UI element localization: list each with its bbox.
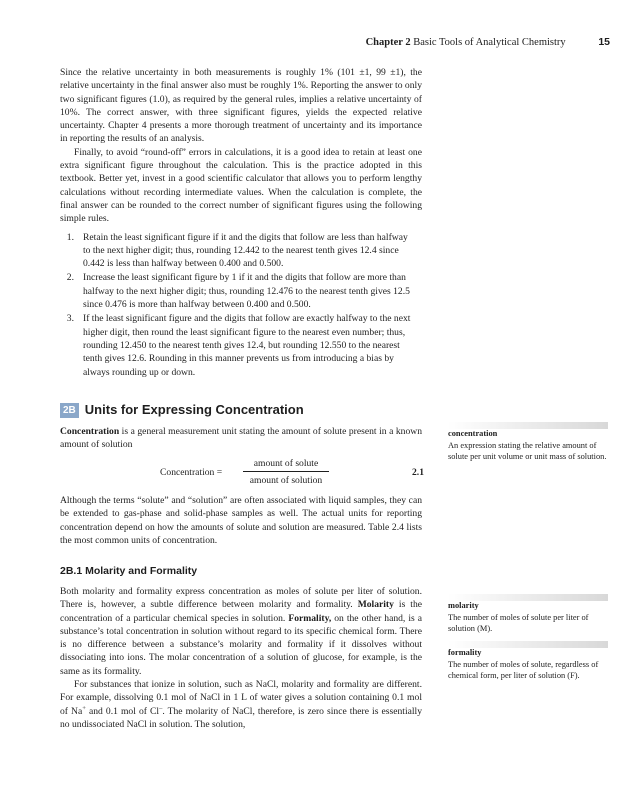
rounding-rules-list: [60, 231, 422, 379]
paragraph: Although the terms “solute” and “solution” are often associated with liquid samples, they can be extended to gas-phase and solid-phase samples as well. The actual units for reporting concentration depend on how the amounts of solute and solution are measured. Table 2.4 lists the most common units of concentration.: [60, 495, 422, 546]
margin-note-concentration: [448, 424, 608, 463]
list-number: 1.: [66, 231, 74, 243]
text-run: For substances that ionize in solution, such as NaCl, molarity and formality are different. For example, dissolving 0.1 mol of NaCl in 1 L of water gives a solution containing 0.1 mol of Na: [60, 679, 422, 717]
section-heading: [60, 401, 420, 421]
list-item: [60, 231, 422, 271]
equation-lhs: Concentration =: [160, 467, 223, 478]
paragraph: Since the relative uncertainty in both measurements is roughly 1% (101 ±1, 99 ±1), the relative uncertainty in the final answer also must be roughly 1%. Reporting the answer to only two significant figures (1.0), as required by the general rules, implies a relative uncertainty of 10%. The correct answer, with three significant figures, yields the expected relative uncertainty. Chapter 4 presents a more thorough treatment of uncertainty and its importance in reporting the results of an analysis.: [60, 67, 422, 145]
equation-number: 2.1: [412, 467, 424, 478]
subsection-heading: 2B.1 Molarity and Formality: [60, 565, 198, 577]
list-text: Retain the least significant figure if it and the digits that follow are less than halfway to the next higher digit; thus, rounding 12.442 to the nearest tenth gives 12.4 since 0.442 is less than halfway between 0.400 and 0.500.: [83, 231, 408, 270]
definition-paragraph: [60, 425, 422, 452]
key-term-molarity: Molarity: [357, 599, 394, 611]
paragraph: Finally, to avoid “round-off” errors in calculations, it is a good idea to retain at least one extra significant figure throughout the calculation. This is the practice adopted in this textbook. Better yet, invest in a good scientific calculator that allows you to perform lengthy calculations without recording intermediate values. When the calculation is complete, the final answer can be rounded to the correct number of significant figures using the following simple rules.: [60, 146, 422, 225]
margin-term: concentration: [448, 429, 498, 438]
list-number: 2.: [66, 272, 74, 284]
margin-note-molarity: [448, 596, 608, 635]
intro-text: [60, 66, 422, 380]
paragraph: [60, 678, 422, 731]
margin-definition: An expression stating the relative amount of solute per unit volume or unit mass of solution.: [448, 440, 607, 461]
list-number: 3.: [66, 313, 74, 325]
list-text: If the least significant figure and the digits that follow are exactly halfway to the next higher digit, then round the least significant figure to the nearest even number; thus, rounding 12.450 to the nearest tenth gives 12.4, but rounding 12.550 to the nearest tenth gives 12.6. Rounding in this manner prevents us from introducing a bias by always rounding up or down.: [83, 313, 411, 378]
superscript: +: [82, 704, 86, 712]
section-number-badge: 2B: [60, 403, 79, 418]
text-run: on the other hand, is a substance’s total concentration in solution without regard to its specific chemical form. There is no difference between a substance’s molarity and formality if it dissolves without dissociating into ions. The molar concentration of a solution of glucose, for example, is the same as its formality.: [60, 612, 422, 677]
margin-definition: The number of moles of solute, regardless of chemical form, per liter of solution (F).: [448, 659, 599, 680]
equation-2-1: [60, 458, 430, 488]
list-text: Increase the least significant figure by 1 if it and the digits that follow are more than halfway to the next higher digit; thus, rounding 12.476 to the nearest tenth gives 12.5 since 0.476 is more than halfway between 0.400 and 0.500.: [83, 272, 410, 311]
equation-fraction: [243, 458, 329, 486]
margin-term: molarity: [448, 601, 479, 610]
chapter-title: Basic Tools of Analytical Chemistry: [413, 37, 566, 48]
key-term-formality: Formality,: [288, 612, 332, 624]
text-run: and 0.1 mol of Cl: [85, 705, 160, 717]
definition-text: is a general measurement unit stating the amount of solute present in a known amount of solution: [60, 426, 422, 451]
key-term: Concentration: [60, 426, 120, 437]
text-run: Both molarity and formality express concentration as moles of solute per liter of solution. There is, however, a subtle difference between molarity and formality.: [60, 586, 422, 611]
concentration-paragraph: [60, 494, 422, 547]
text-run: . The molarity of NaCl, therefore, is zero since there is essentially no undissociated NaCl in solution. The solution,: [60, 705, 422, 730]
list-item: [60, 312, 422, 378]
paragraph: [60, 585, 422, 678]
fraction-numerator: amount of solute: [243, 458, 329, 472]
molarity-text: [60, 585, 422, 731]
chapter-label: Chapter 2: [365, 37, 411, 48]
section-title: Units for Expressing Concentration: [84, 402, 304, 417]
margin-term: formality: [448, 648, 482, 657]
running-header: [60, 36, 610, 52]
margin-note-formality: [448, 643, 608, 682]
margin-definition: The number of moles of solute per liter of solution (M).: [448, 612, 589, 633]
page-number: 15: [598, 36, 610, 48]
list-item: [60, 271, 422, 311]
fraction-denominator: amount of solution: [249, 475, 323, 486]
text-run: is the concentration of a particular chemical species in solution.: [60, 599, 422, 624]
superscript: –: [159, 704, 163, 712]
